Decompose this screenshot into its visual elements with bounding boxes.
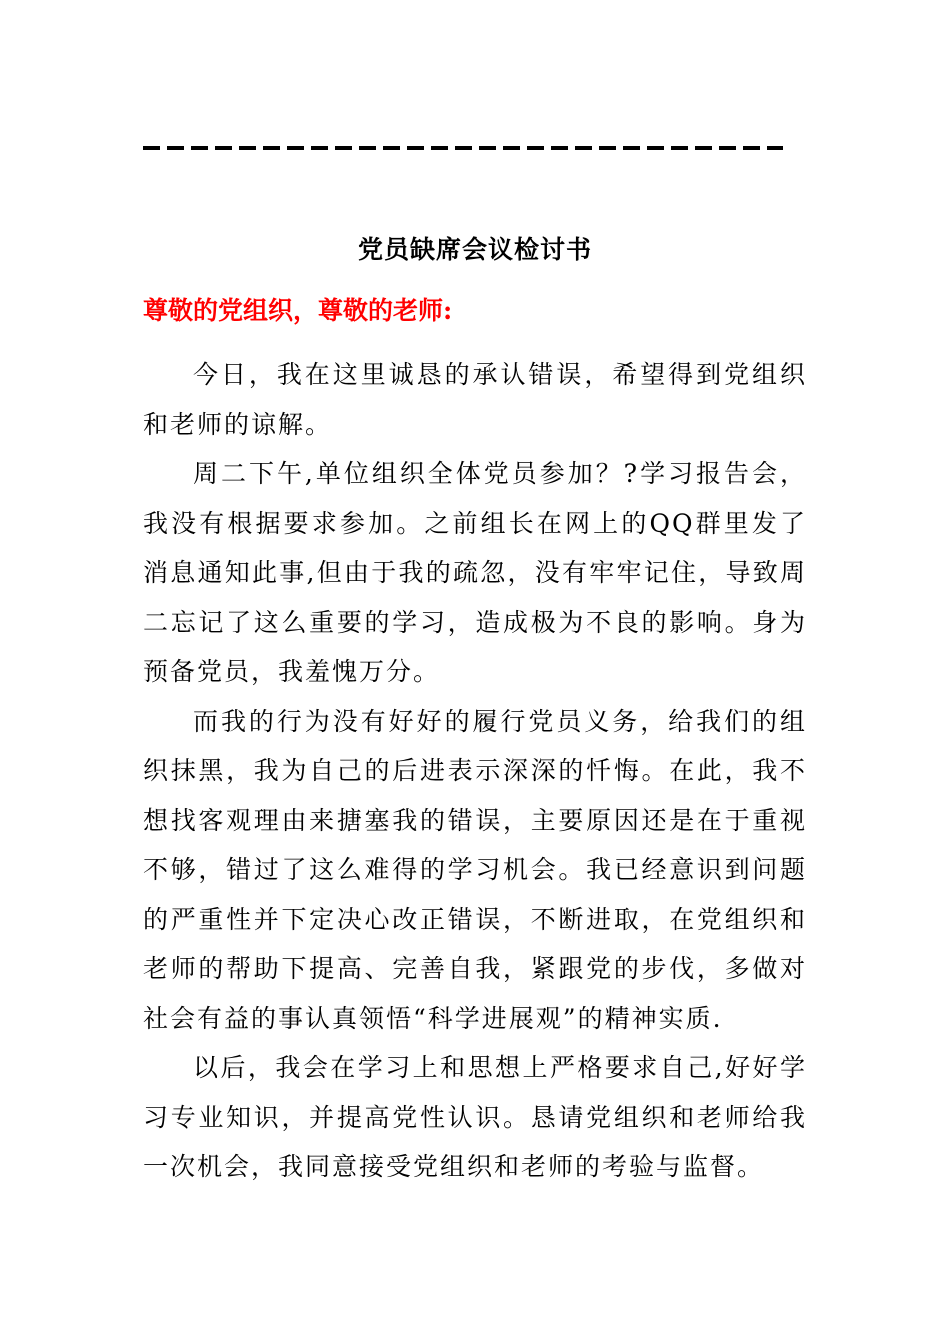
salutation: 尊敬的党组织，尊敬的老师: bbox=[143, 296, 453, 325]
paragraph-3: 而我的行为没有好好的履行党员义务，给我们的组织抹黑，我为自己的后进表示深深的忏悔。在此，我不想找客观理由来搪塞我的错误，主要原因还是在于重视不够，错过了这么难得的学习机会。我已经意识到问题的严重性并下定决心改正错误，不断进取，在党组织和老师的帮助下提高、完善自我，紧跟党的步伐，多做对社会有益的事认真领悟“科学进展观”的精神实质. bbox=[143, 706, 807, 1033]
document-body bbox=[143, 350, 807, 1192]
document-title: 党员缺席会议检讨书 bbox=[357, 235, 592, 264]
dashed-separator bbox=[143, 146, 783, 150]
paragraph-1: 今日，我在这里诚恳的承认错误，希望得到党组织和老师的谅解。 bbox=[143, 360, 807, 439]
paragraph-2: 周二下午,单位组织全体党员参加？?学习报告会，我没有根据要求参加。之前组长在网上的QQ群里发了消息通知此事,但由于我的疏忽，没有牢牢记住，导致周二忘记了这么重要的学习，造成极为不良的影响。身为预备党员，我羞愧万分。 bbox=[143, 459, 807, 686]
paragraph-4: 以后，我会在学习上和思想上严格要求自己,好好学习专业知识，并提高党性认识。恳请党组织和老师给我一次机会，我同意接受党组织和老师的考验与监督。 bbox=[143, 1053, 807, 1181]
